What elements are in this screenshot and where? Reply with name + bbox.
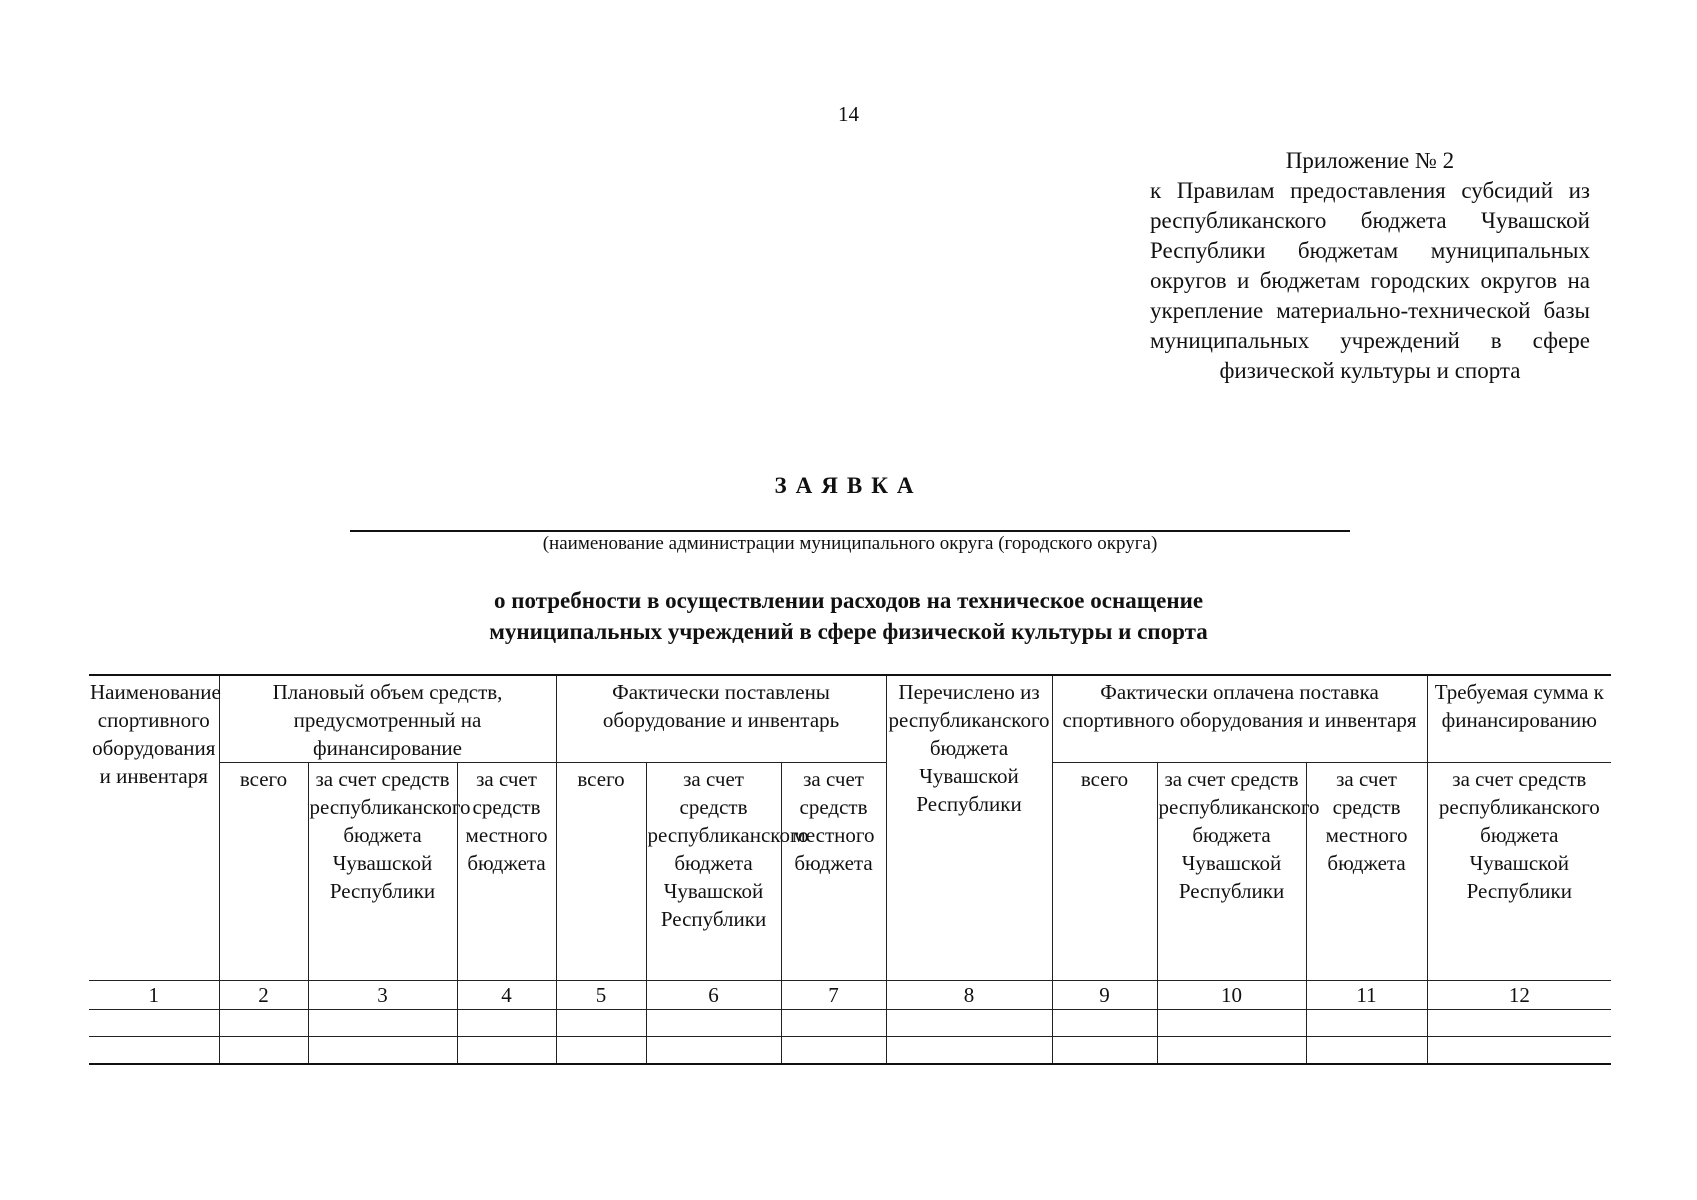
appendix-block [1150,146,1590,386]
subheader-required-republic: за счет средств республиканского бюджета Чувашской Республики [1427,763,1611,981]
subheader-total: всего [1052,763,1157,981]
column-number: 5 [556,981,646,1010]
column-number: 6 [646,981,781,1010]
page-number: 14 [838,102,859,126]
header-delivered: Фактически поставлены оборудование и инвентарь [556,675,886,763]
table-cell[interactable] [1427,1010,1611,1037]
table-row [89,1010,1611,1037]
table-cell[interactable] [89,1037,219,1065]
table-cell[interactable] [1306,1010,1427,1037]
table-cell[interactable] [781,1010,886,1037]
table-cell[interactable] [219,1010,308,1037]
table-cell[interactable] [646,1037,781,1065]
header-row-subcolumns [89,763,1611,981]
table-cell[interactable] [89,1010,219,1037]
subheader-total: всего [219,763,308,981]
subheader-republic: за счет средств республиканского бюджета Чувашской Республики [308,763,457,981]
column-number: 8 [886,981,1052,1010]
table-cell[interactable] [1052,1037,1157,1065]
header-row-groups [89,675,1611,763]
header-planned-funds: Плановый объем средств, предусмотренный на финансирование [219,675,556,763]
header-required: Требуемая сумма к финансированию [1427,675,1611,763]
table-cell[interactable] [556,1037,646,1065]
table-cell[interactable] [308,1037,457,1065]
table-cell[interactable] [556,1010,646,1037]
table-cell[interactable] [1306,1037,1427,1065]
column-number: 2 [219,981,308,1010]
column-number: 12 [1427,981,1611,1010]
column-number: 10 [1157,981,1306,1010]
column-number-row [89,981,1611,1010]
request-table [89,674,1611,1065]
subtitle-line-2: муниципальных учреждений в сфере физической культуры и спорта [489,619,1208,644]
column-number: 7 [781,981,886,1010]
header-transferred: Перечислено из республиканского бюджета Чувашской Республики [886,675,1052,981]
subheader-local: за счет средств местного бюджета [1306,763,1427,981]
table-cell[interactable] [308,1010,457,1037]
table-row [89,1037,1611,1065]
subheader-republic: за счет средств республиканского бюджета Чувашской Республики [646,763,781,981]
table-cell[interactable] [1427,1037,1611,1065]
table-cell[interactable] [781,1037,886,1065]
table-cell[interactable] [1052,1010,1157,1037]
appendix-heading: Приложение № 2 [1285,148,1455,173]
table-cell[interactable] [886,1010,1052,1037]
document-subtitle [0,585,1697,647]
header-paid: Фактически оплачена поставка спортивного оборудования и инвентаря [1052,675,1427,763]
table-cell[interactable] [886,1037,1052,1065]
document-title: ЗАЯВКА [774,473,923,498]
column-number: 4 [457,981,556,1010]
subtitle-line-1: о потребности в осуществлении расходов на техническое оснащение [493,588,1204,613]
subheader-local: за счет средств местного бюджета [457,763,556,981]
table-cell[interactable] [457,1037,556,1065]
column-number: 11 [1306,981,1427,1010]
column-number: 9 [1052,981,1157,1010]
subheader-total: всего [556,763,646,981]
table-cell[interactable] [219,1037,308,1065]
column-number: 3 [308,981,457,1010]
table-cell[interactable] [646,1010,781,1037]
appendix-text: к Правилам предоставления субсидий из республиканского бюджета Чувашской Республики бюджетам муниципальных округов и бюджетам городских округов на укрепление материально-технической базы муниципальных учреждений в сфере физической культуры и спорта [1150,178,1590,383]
column-number: 1 [89,981,219,1010]
subheader-republic: за счет средств республиканского бюджета Чувашской Республики [1157,763,1306,981]
fill-in-line [350,530,1350,532]
subheader-local: за счет средств местного бюджета [781,763,886,981]
table-cell[interactable] [1157,1037,1306,1065]
table-cell[interactable] [1157,1010,1306,1037]
header-equipment-name: Наименование спортивного оборудования и инвентаря [89,675,219,981]
fill-in-caption: (наименование администрации муниципального округа (городского округа) [542,533,1158,554]
table-cell[interactable] [457,1010,556,1037]
